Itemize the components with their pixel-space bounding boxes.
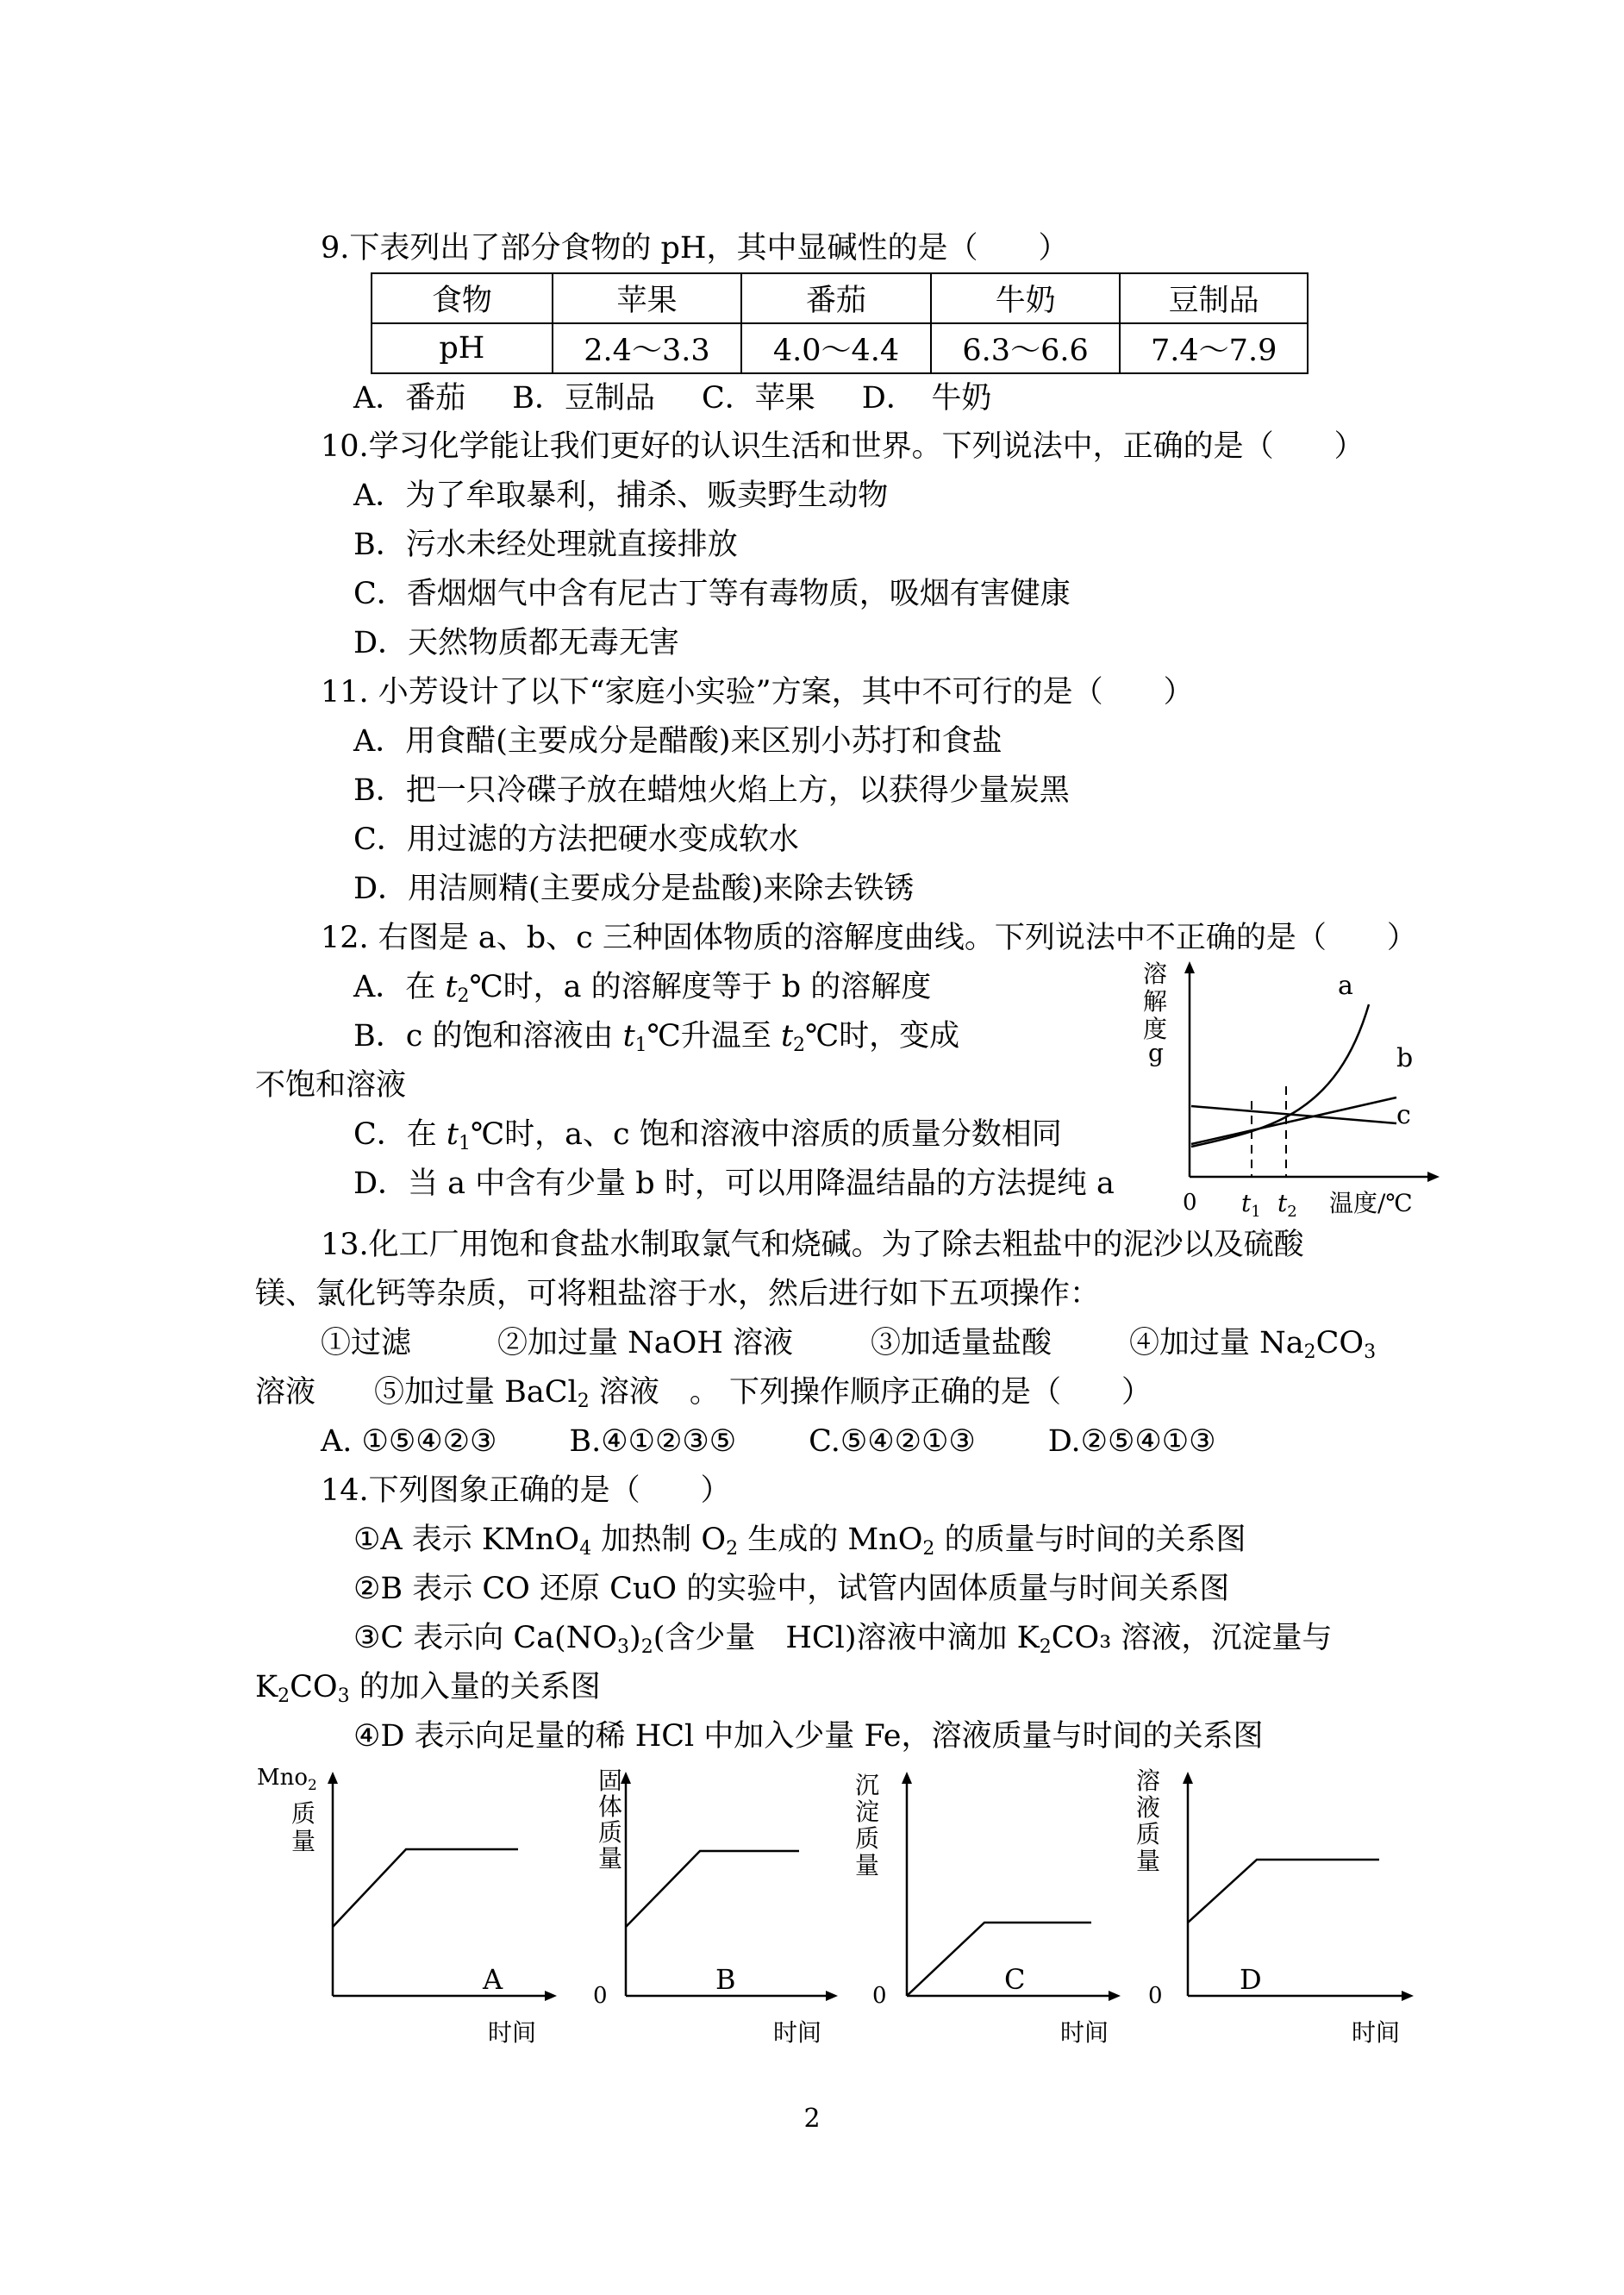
question-12-stem: 12. 右图是 a、b、c 三种固体物质的溶解度曲线。下列说法中不正确的是（ ） — [321, 921, 1417, 955]
graph-letter: A — [483, 1963, 503, 1996]
origin-label: 0 — [872, 1983, 887, 2009]
table-header-cell: 牛奶 — [931, 273, 1121, 323]
y-axis-label: 量 — [291, 1827, 316, 1855]
y-axis-label: 体 — [598, 1792, 623, 1821]
question-9-stem: 9.下表列出了部分食物的 pH，其中显碱性的是（ ） — [321, 231, 1069, 266]
table-header-cell: 食物 — [372, 273, 553, 323]
option-c: C．用过滤的方法把硬水变成软水 — [353, 822, 799, 857]
option-d: D．天然物质都无毒无害 — [353, 626, 680, 660]
option-c: C．在 $t_1℃$时，a、c 饱和溶液中溶质的质量分数相同 — [353, 1117, 1062, 1154]
option-a: A．番茄 — [353, 381, 466, 416]
tick-t1: $t_1$ — [1241, 1189, 1261, 1220]
curve-label-b: b — [1396, 1043, 1414, 1073]
y-axis-label: 淀 — [855, 1798, 880, 1826]
option-a: A．在 $t_2℃$时，a 的溶解度等于 b 的溶解度 — [353, 970, 932, 1007]
table-header-cell: 苹果 — [553, 273, 742, 323]
y-axis-label: 质 — [855, 1824, 880, 1853]
y-axis-label: 液 — [1136, 1793, 1161, 1822]
question-13-options — [321, 1423, 1216, 1460]
y-axis-label: 解 — [1143, 987, 1168, 1016]
x-axis-label: 时间 — [488, 2018, 537, 2047]
y-axis-label: 量 — [855, 1851, 880, 1879]
question-10-stem: 10.学习化学能让我们更好的认识生活和世界。下列说法中，正确的是（ ） — [321, 429, 1365, 464]
x-axis-label: 时间 — [773, 2018, 822, 2047]
curve-a — [1191, 1004, 1369, 1147]
option-b: B．豆制品 — [512, 381, 656, 416]
statement-1: ①A 表示 KMnO$_4$ 加热制 $O_2$ 生成的 MnO$_2$ 的质量与时间的关系图 — [353, 1523, 1246, 1560]
y-axis-label: 质 — [598, 1818, 623, 1847]
option-d: D． 牛奶 — [861, 381, 992, 416]
graph-a — [255, 1763, 565, 2056]
question-13-operations-continued: 溶液 ⑤加过量 BaCl$_2$ 溶液 。 下列操作顺序正确的是（ ） — [255, 1375, 1152, 1412]
y-axis-label: g — [1148, 1039, 1164, 1067]
option-b-continued: 不饱和溶液 — [255, 1068, 407, 1103]
question-13-operations: ①过滤 ②加过量 NaOH 溶液 ③加适量盐酸 ④加过量 $Na_2CO_3$ — [321, 1326, 1377, 1363]
option-b: B．把一只冷碟子放在蜡烛火焰上方，以获得少量炭黑 — [353, 773, 1070, 808]
table-header-cell: 豆制品 — [1120, 273, 1308, 323]
option-d: D．当 a 中含有少量 b 时，可以用降温结晶的方法提纯 a — [353, 1166, 1115, 1201]
origin-label: 0 — [1148, 1983, 1163, 2009]
tick-t2: $t_2$ — [1277, 1189, 1297, 1220]
option-c: C.⑤④②①③ — [809, 1424, 976, 1459]
graph-c — [853, 1763, 1138, 2056]
graph-letter: C — [1004, 1963, 1026, 1996]
origin-label: 0 — [1183, 1190, 1197, 1216]
solubility-curve-figure — [1138, 953, 1448, 1220]
table-cell: 6.3～6.6 — [931, 323, 1121, 373]
option-c: C．香烟烟气中含有尼古丁等有毒物质，吸烟有害健康 — [353, 577, 1071, 611]
x-axis-label: 时间 — [1060, 2018, 1109, 2047]
option-a: A. ①⑤④②③ — [321, 1424, 497, 1459]
statement-3: ③C 表示向 $Ca(NO_3)_2$(含少量 HCl)溶液中滴加 $K_2CO_3$ 溶液，沉淀量与 — [353, 1621, 1333, 1658]
table-header-cell: 番茄 — [741, 273, 931, 323]
y-axis-label: 溶 — [1143, 960, 1168, 988]
y-axis-label: 固 — [598, 1767, 623, 1795]
option-d: D．用洁厕精(主要成分是盐酸)来除去铁锈 — [353, 872, 915, 906]
page-number: 2 — [803, 2104, 821, 2134]
table-row — [372, 323, 1308, 373]
table-row — [372, 273, 1308, 323]
y-axis-label: 沉 — [855, 1771, 880, 1799]
curve-label-a: a — [1338, 971, 1353, 1001]
graph-letter: D — [1240, 1963, 1262, 1996]
x-axis-label: 时间 — [1352, 2018, 1401, 2047]
question-11-stem: 11. 小芳设计了以下“家庭小实验”方案，其中不可行的是（ ） — [321, 675, 1194, 710]
option-b: B．污水未经处理就直接排放 — [353, 528, 738, 562]
origin-label: 0 — [593, 1983, 608, 2009]
option-d: D.②⑤④①③ — [1047, 1424, 1216, 1459]
statement-3-continued: $K_2CO_3$ 的加入量的关系图 — [255, 1670, 601, 1707]
question-14-stem: 14.下列图象正确的是（ ） — [321, 1473, 731, 1508]
curve-label-c: c — [1396, 1100, 1411, 1130]
option-a: A．为了牟取暴利，捕杀、贩卖野生动物 — [353, 478, 889, 513]
table-cell: pH — [372, 323, 553, 373]
statement-2: ②B 表示 CO 还原 CuO 的实验中，试管内固体质量与时间关系图 — [353, 1572, 1230, 1606]
y-axis-label: 质 — [1136, 1820, 1161, 1848]
y-axis-label: 量 — [598, 1844, 623, 1873]
table-cell: 7.4～7.9 — [1120, 323, 1308, 373]
question-9-options — [353, 379, 1038, 417]
table-cell: 2.4～3.3 — [553, 323, 742, 373]
option-b: B．c 的饱和溶液由 $t_1℃$升温至 $t_2℃$时，变成 — [353, 1019, 960, 1056]
question-13-stem: 13.化工厂用饱和食盐水制取氯气和烧碱。为了除去粗盐中的泥沙以及硫酸 — [321, 1228, 1304, 1262]
y-axis-label: 量 — [1136, 1847, 1161, 1875]
graph-d — [1129, 1763, 1431, 2056]
ph-table — [371, 272, 1309, 374]
graph-letter: B — [715, 1963, 736, 1996]
y-axis-label: 溶 — [1136, 1767, 1161, 1795]
statement-4: ④D 表示向足量的稀 HCl 中加入少量 Fe，溶液质量与时间的关系图 — [353, 1719, 1264, 1754]
y-axis-label: 度 — [1143, 1015, 1168, 1043]
table-cell: 4.0～4.4 — [741, 323, 931, 373]
option-c: C．苹果 — [702, 381, 815, 416]
option-a: A．用食醋(主要成分是醋酸)来区别小苏打和食盐 — [353, 724, 1003, 759]
y-axis-label: Mno$_2$ — [257, 1765, 317, 1794]
option-b: B.④①②③⑤ — [569, 1424, 737, 1459]
x-axis-label: 温度/℃ — [1329, 1189, 1413, 1217]
graph-b — [571, 1763, 855, 2056]
y-axis-label: 质 — [291, 1799, 316, 1828]
question-13-stem-continued: 镁、氯化钙等杂质，可将粗盐溶于水，然后进行如下五项操作： — [255, 1277, 1101, 1311]
